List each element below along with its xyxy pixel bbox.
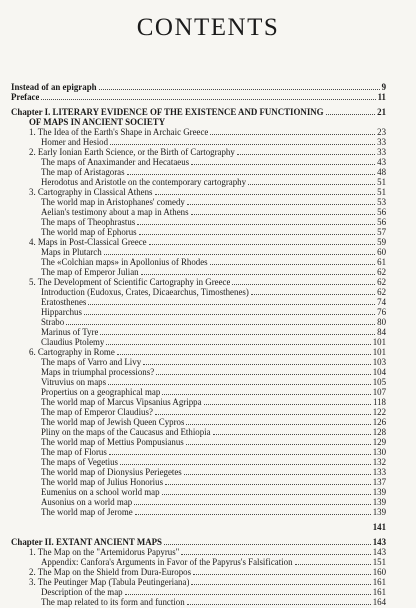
toc-entry-title: Eumenius on a school world map — [41, 487, 160, 497]
toc-entry-title: 6. Cartography in Rome — [29, 347, 115, 357]
dot-leader — [251, 294, 375, 295]
toc-entry — [11, 457, 386, 467]
toc-page-number: 80 — [377, 317, 386, 327]
dot-leader — [84, 314, 375, 315]
toc-entry — [11, 377, 386, 387]
toc-entry — [11, 577, 386, 587]
toc-page-number: 137 — [372, 477, 386, 487]
toc-entry-title: Vitruvius on maps — [41, 377, 107, 387]
toc-entry-title: 1. The Map on the "Artemidorus Papyrus" — [29, 547, 180, 557]
toc-page-number: 56 — [377, 217, 386, 227]
toc-entry — [11, 327, 386, 337]
toc-page-number: 51 — [377, 187, 386, 197]
toc-page-number: 132 — [372, 457, 386, 467]
toc-entry-title: The maps of Vegetius — [41, 457, 118, 467]
dot-leader — [193, 574, 371, 575]
toc-page-number: 104 — [372, 367, 386, 377]
dot-leader — [108, 384, 371, 385]
toc-entry-title: Eratosthenes — [41, 297, 87, 307]
dot-leader — [162, 394, 370, 395]
dot-leader — [210, 134, 375, 135]
toc-entry-title: Marinus of Tyre — [41, 327, 99, 337]
toc-page-number: 33 — [377, 147, 386, 157]
toc-entry-title: 3. The Peutinger Map (Tabula Peutingeriana) — [29, 577, 190, 587]
toc-page-number: 122 — [372, 407, 386, 417]
toc-entry — [11, 177, 386, 187]
dot-leader — [204, 404, 372, 405]
toc-entry-title: The world map of Mettius Pompusianus — [41, 437, 184, 447]
toc-entry-title: Hipparchus — [41, 307, 82, 317]
toc-page-number: 101 — [372, 337, 386, 347]
dot-leader — [143, 364, 371, 365]
page-title: CONTENTS — [136, 14, 280, 41]
toc-page-number: 107 — [372, 387, 386, 397]
dot-leader — [135, 514, 371, 515]
dot-leader — [191, 584, 370, 585]
toc-entry-title: The world map of Marcus Vipsanius Agrippa — [41, 397, 202, 407]
toc-page-number: 105 — [372, 377, 386, 387]
toc-entry — [11, 417, 386, 427]
toc-entry-title: The maps of Varro and Livy — [41, 357, 142, 367]
toc-page-number: 62 — [377, 267, 386, 277]
toc-entry-title: Propertius on a geographical map — [41, 387, 161, 397]
dot-leader — [187, 604, 371, 605]
toc-entry-title: Appendix: Canfora's Arguments in Favor of the Papyrus's Falsification — [41, 557, 293, 567]
toc-entry-title: The maps of Anaximander and Hecataeus — [41, 157, 190, 167]
toc-page-number: 164 — [372, 597, 386, 607]
dot-leader — [155, 414, 371, 415]
toc-entry — [11, 597, 386, 607]
toc-page-number: 160 — [372, 567, 386, 577]
toc-page-number: 76 — [377, 307, 386, 317]
dot-leader — [181, 554, 370, 555]
toc-entry-title: Homer and Hesiod — [41, 137, 109, 147]
toc-entry — [11, 287, 386, 297]
toc-entry — [11, 267, 386, 277]
toc-entry-title: The map of Aristagoras — [41, 167, 125, 177]
toc-entry — [11, 317, 386, 327]
toc-page-number: 139 — [372, 507, 386, 517]
dot-leader — [184, 474, 371, 475]
toc-page-number: 128 — [372, 427, 386, 437]
toc-entry-title: 1. The Idea of the Earth's Shape in Archaic Greece — [29, 127, 209, 137]
toc-page-number: 151 — [372, 557, 386, 567]
toc-page-number: 141 — [372, 522, 386, 532]
toc-entry-title: Introduction (Eudoxus, Crates, Dicaearchus, Timosthenes) — [41, 287, 249, 297]
dot-leader — [137, 224, 375, 225]
table-of-contents — [11, 82, 386, 607]
toc-page-number: 23 — [377, 127, 386, 137]
dot-leader — [106, 344, 370, 345]
dot-leader — [141, 274, 376, 275]
dot-leader — [213, 434, 371, 435]
dot-leader — [109, 454, 371, 455]
toc-page-number: 33 — [377, 137, 386, 147]
toc-page-number: 161 — [372, 587, 386, 597]
toc-entry-title: The world map of Ephorus — [41, 227, 137, 237]
toc-entry — [11, 407, 386, 417]
toc-entry — [11, 397, 386, 407]
toc-page-number: 74 — [377, 297, 386, 307]
toc-page-number: 57 — [377, 227, 386, 237]
toc-entry — [11, 237, 386, 247]
toc-page-number: 139 — [372, 497, 386, 507]
toc-page-number: 130 — [372, 447, 386, 457]
dot-leader — [165, 484, 371, 485]
toc-page-number: 126 — [372, 417, 386, 427]
toc-page-number: 84 — [377, 327, 386, 337]
dot-leader — [187, 204, 375, 205]
toc-entry — [11, 337, 386, 347]
toc-entry — [11, 387, 386, 397]
toc-entry-title: Aelian's testimony about a map in Athens — [41, 207, 189, 217]
toc-entry — [11, 107, 386, 117]
toc-entry-title: The world map of Jewish Queen Cypros — [41, 417, 185, 427]
dot-leader — [88, 304, 375, 305]
dot-leader — [186, 444, 371, 445]
toc-entry — [11, 297, 386, 307]
toc-entry-title: The world map of Julius Honorius — [41, 477, 164, 487]
toc-entry — [11, 117, 386, 127]
toc-page-number: 161 — [372, 577, 386, 587]
toc-entry-title: The maps of Theophrastus — [41, 217, 136, 227]
toc-entry-title: Claudius Ptolemy — [41, 337, 105, 347]
toc-entry — [11, 82, 386, 92]
toc-entry-title: The «Colchian maps» in Apollonius of Rhodes — [41, 257, 208, 267]
toc-entry — [11, 227, 386, 237]
dot-leader — [104, 254, 375, 255]
toc-page-number: 101 — [372, 347, 386, 357]
toc-page-number: 61 — [377, 257, 386, 267]
toc-entry — [11, 137, 386, 147]
toc-entry-title: The map related to its form and function — [41, 597, 185, 607]
toc-page-number: 129 — [372, 437, 386, 447]
toc-page-number: 103 — [372, 357, 386, 367]
toc-entry-title: Ausonius on a world map — [41, 497, 133, 507]
toc-entry — [11, 277, 386, 287]
toc-entry — [11, 487, 386, 497]
dot-leader — [326, 114, 376, 115]
toc-entry-title: The world map of Dionysius Periegetes — [41, 467, 182, 477]
toc-page-number: 51 — [377, 177, 386, 187]
toc-entry-title: Preface — [11, 92, 40, 102]
dot-leader — [237, 154, 375, 155]
toc-entry — [11, 587, 386, 597]
toc-entry-title: Description of the map — [41, 587, 123, 597]
toc-page-number: 43 — [377, 157, 386, 167]
toc-entry — [11, 347, 386, 357]
toc-page-number: 62 — [377, 287, 386, 297]
toc-entry-title: Maps in Plutarch — [41, 247, 102, 257]
dot-leader — [155, 194, 376, 195]
toc-page-number: 59 — [377, 237, 386, 247]
toc-entry — [11, 197, 386, 207]
dot-leader — [232, 284, 375, 285]
toc-entry-title: The world map of Jerome — [41, 507, 133, 517]
toc-entry — [11, 207, 386, 217]
dot-leader — [186, 424, 370, 425]
dot-leader — [139, 234, 375, 235]
toc-entry-title: The map of Emperor Julian — [41, 267, 139, 277]
toc-entry — [11, 537, 386, 547]
toc-entry-title: The map of Florus — [41, 447, 107, 457]
toc-page-number: 139 — [372, 487, 386, 497]
toc-entry-title: 4. Maps in Post-Classical Greece — [29, 237, 147, 247]
dot-leader — [127, 174, 376, 175]
toc-entry — [11, 307, 386, 317]
dot-leader — [191, 164, 375, 165]
dot-leader — [191, 214, 376, 215]
toc-entry — [11, 567, 386, 577]
toc-entry — [11, 367, 386, 377]
toc-entry-title: Maps in triumphal processions? — [41, 367, 155, 377]
toc-entry-title: Pliny on the maps of the Caucasus and Ethiopia — [41, 427, 211, 437]
toc-page-number: 11 — [377, 92, 386, 102]
toc-entry — [11, 522, 386, 532]
toc-entry-title: Strabo — [41, 317, 65, 327]
toc-entry — [11, 427, 386, 437]
toc-entry-title: 5. The Development of Scientific Cartography in Greece — [29, 277, 231, 287]
toc-entry — [11, 447, 386, 457]
dot-leader — [149, 244, 376, 245]
toc-entry — [11, 357, 386, 367]
dot-leader — [248, 184, 375, 185]
toc-entry — [11, 157, 386, 167]
dot-leader — [162, 494, 371, 495]
dot-leader — [66, 324, 375, 325]
dot-leader — [120, 464, 371, 465]
toc-entry — [11, 167, 386, 177]
toc-page-number: 48 — [377, 167, 386, 177]
toc-entry-title: Instead of an epigraph — [11, 82, 97, 92]
toc-entry — [11, 547, 386, 557]
toc-entry-title: The map of Emperor Claudius? — [41, 407, 153, 417]
toc-page-number: 143 — [372, 537, 386, 547]
toc-entry — [11, 467, 386, 477]
dot-leader — [295, 564, 371, 565]
toc-entry-title: 2. Early Ionian Earth Science, or the Birth of Cartography — [29, 147, 235, 157]
toc-page-number: 62 — [377, 277, 386, 287]
toc-entry — [11, 187, 386, 197]
toc-entry — [11, 507, 386, 517]
toc-entry — [11, 477, 386, 487]
toc-entry — [11, 557, 386, 567]
toc-entry-title: Herodotus and Aristotle on the contemporary cartography — [41, 177, 247, 187]
dot-leader — [110, 144, 375, 145]
dot-leader — [41, 99, 375, 100]
toc-entry — [11, 147, 386, 157]
toc-entry-title: Chapter II. EXTANT ANCIENT MAPS — [11, 537, 162, 547]
dot-leader — [156, 374, 371, 375]
toc-entry — [11, 257, 386, 267]
dot-leader — [134, 504, 370, 505]
toc-entry — [11, 497, 386, 507]
dot-leader — [99, 89, 380, 90]
toc-entry — [11, 127, 386, 137]
toc-page-number: 53 — [377, 197, 386, 207]
toc-entry — [11, 247, 386, 257]
dot-leader — [164, 544, 371, 545]
toc-entry-title: OF MAPS IN ANCIENT SOCIETY — [29, 117, 166, 127]
dot-leader — [125, 594, 371, 595]
toc-entry — [11, 92, 386, 102]
dot-leader — [210, 264, 375, 265]
toc-page-number: 21 — [377, 107, 386, 117]
toc-entry-title: Chapter I. LITERARY EVIDENCE OF THE EXISTENCE AND FUNCTIONING — [11, 107, 324, 117]
toc-page-number: 143 — [372, 547, 386, 557]
toc-page-number: 9 — [381, 82, 386, 92]
toc-entry-title: 2. The Map on the Shield from Dura-Europos — [29, 567, 192, 577]
toc-entry — [11, 437, 386, 447]
toc-entry — [11, 217, 386, 227]
toc-page-number: 133 — [372, 467, 386, 477]
toc-page-number: 118 — [373, 397, 386, 407]
toc-page-number: 60 — [377, 247, 386, 257]
dot-leader — [100, 334, 375, 335]
toc-entry-title: 3. Cartography in Classical Athens — [29, 187, 153, 197]
dot-leader — [117, 354, 371, 355]
toc-page-number: 56 — [377, 207, 386, 217]
toc-entry-title: The world map in Aristophanes' comedy — [41, 197, 185, 207]
